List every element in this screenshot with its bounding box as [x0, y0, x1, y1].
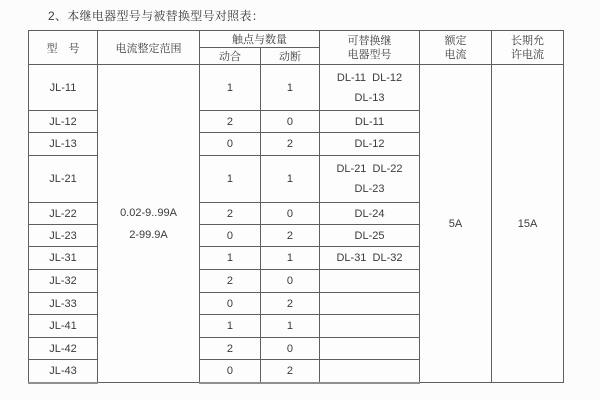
replaceable-cell: [320, 293, 420, 315]
closed-contacts-cell: 2: [261, 133, 320, 156]
closed-contacts-cell: 1: [261, 156, 320, 203]
rated-current-cell: 5A: [420, 65, 492, 383]
page-title: 2、本继电器型号与被替换型号对照表：: [48, 9, 265, 23]
open-contacts-cell: 1: [200, 247, 261, 270]
header-row-1: [29, 31, 564, 48]
model-cell: JL-11: [29, 65, 98, 111]
model-cell: JL-31: [29, 247, 98, 270]
replaceable-line1: DL-11 DL-12: [336, 71, 403, 84]
header-longterm-line1: 长期允: [511, 34, 544, 47]
header-rated-current: [420, 31, 492, 65]
open-contacts-cell: 2: [200, 270, 261, 293]
header-replaceable-line2: 电器型号: [347, 48, 392, 61]
open-contacts-cell: 2: [200, 111, 261, 133]
open-contacts-cell: 1: [200, 65, 261, 111]
model-cell: JL-33: [29, 293, 98, 315]
replaceable-line1: DL-21 DL-22: [336, 163, 403, 175]
replaceable-cell: [320, 156, 420, 203]
header-contacts-group: 触点与数量: [200, 31, 320, 48]
open-contacts-cell: 2: [200, 203, 261, 225]
model-cell: JL-32: [29, 270, 98, 293]
replaceable-cell: [320, 270, 420, 293]
model-cell: JL-43: [29, 360, 98, 383]
header-current-range: 电流整定范围: [98, 31, 200, 65]
header-replaceable: [320, 31, 420, 65]
closed-contacts-cell: 1: [261, 65, 320, 111]
model-cell: JL-13: [29, 133, 98, 156]
replaceable-cell: [320, 315, 420, 338]
header-replaceable-line1: 可替换继: [347, 34, 392, 47]
open-contacts-cell: 0: [200, 360, 261, 383]
closed-contacts-cell: 2: [261, 225, 320, 247]
longterm-current-cell: 15A: [492, 65, 564, 383]
header-rated-line2: 电流: [444, 48, 467, 61]
header-normally-closed: 动断: [261, 48, 320, 65]
replaceable-line1: DL-25: [354, 229, 385, 242]
replaceable-line1: DL-12: [354, 138, 385, 150]
open-contacts-cell: 0: [200, 133, 261, 156]
header-longterm-line2: 许电流: [511, 48, 544, 61]
replaceable-line1: DL-24: [354, 207, 385, 220]
open-contacts-cell: 1: [200, 315, 261, 338]
closed-contacts-cell: 2: [261, 293, 320, 315]
header-longterm-current: [492, 31, 564, 65]
current-range-line1: 0.02-9..99A: [120, 206, 177, 219]
current-range-cell: [98, 65, 200, 383]
replaceable-cell: [320, 247, 420, 270]
closed-contacts-cell: 1: [261, 315, 320, 338]
closed-contacts-cell: 1: [261, 247, 320, 270]
replaceable-line1: DL-11: [354, 115, 385, 128]
closed-contacts-cell: 2: [261, 360, 320, 383]
table-row-jl11: [29, 65, 564, 111]
closed-contacts-cell: 0: [261, 203, 320, 225]
closed-contacts-cell: 0: [261, 111, 320, 133]
model-cell: JL-21: [29, 156, 98, 203]
replaceable-cell: [320, 111, 420, 133]
replaceable-line1: DL-31 DL-32: [336, 252, 403, 264]
open-contacts-cell: 0: [200, 293, 261, 315]
model-cell: JL-22: [29, 203, 98, 225]
model-cell: JL-41: [29, 315, 98, 338]
replaceable-cell: [320, 360, 420, 383]
open-contacts-cell: 0: [200, 225, 261, 247]
replaceable-cell: [320, 133, 420, 156]
header-rated-line1: 额定: [444, 34, 467, 47]
model-cell: JL-23: [29, 225, 98, 247]
current-range-line2: 2-99.9A: [129, 228, 168, 241]
header-normally-open: 动合: [200, 48, 261, 65]
open-contacts-cell: 2: [200, 338, 261, 360]
closed-contacts-cell: 0: [261, 338, 320, 360]
comparison-table: [28, 30, 564, 384]
closed-contacts-cell: 0: [261, 270, 320, 293]
replaceable-line2: DL-23: [354, 183, 385, 195]
open-contacts-cell: 1: [200, 156, 261, 203]
replaceable-line2: DL-13: [354, 91, 385, 104]
model-cell: JL-12: [29, 111, 98, 133]
replaceable-cell: [320, 203, 420, 225]
header-model: 型 号: [29, 31, 98, 65]
model-cell: JL-42: [29, 338, 98, 360]
replaceable-cell: [320, 65, 420, 111]
replaceable-cell: [320, 225, 420, 247]
replaceable-cell: [320, 338, 420, 360]
